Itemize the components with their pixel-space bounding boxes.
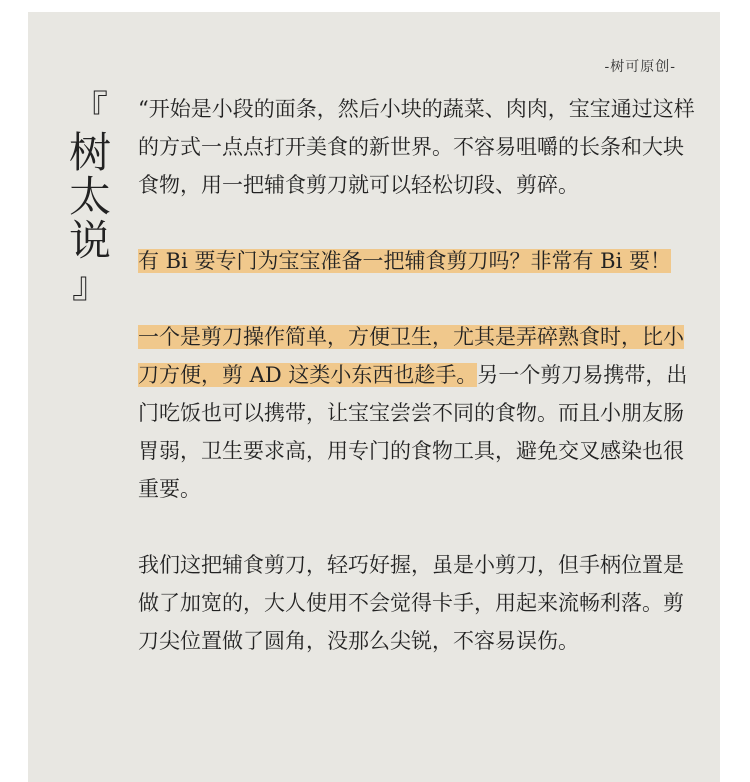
paragraph-question [138,242,698,280]
highlighted-text: 一个是剪刀操作简单，方便卫生，尤其是弄碎熟食时，比小刀方便，剪 AD 这类小东西也趁手。 [138,325,684,387]
text-segment: “开始是小段的面条，然后小块的蔬菜、肉肉，宝宝通过这样的方式一点点打开美食的新世界。不容易咀嚼的长条和大块食物，用一把辅食剪刀就可以轻松切段、剪碎。 [138,97,695,197]
paragraph-intro [138,90,698,204]
side-title-char: 说 [68,216,111,265]
side-title [68,89,112,306]
article-card [28,12,720,782]
side-title-char: 树 [68,128,111,177]
open-bracket: 『 [71,89,108,130]
article-body [138,90,698,698]
close-bracket: 』 [71,265,108,306]
text-segment: 另一个剪刀易携带，出门吃饭也可以携带，让宝宝尝尝不同的食物。而且小朋友肠胃弱，卫生要求高，用专门的食物工具，避免交叉感染也很重要。 [138,363,688,501]
paragraph-reasons [138,318,698,508]
side-title-char: 太 [68,172,111,221]
highlighted-text: 有 Bi 要专门为宝宝准备一把辅食剪刀吗？非常有 Bi 要！ [138,249,671,273]
brand-tag: -树可原创- [604,59,676,75]
text-segment: 我们这把辅食剪刀，轻巧好握，虽是小剪刀，但手柄位置是做了加宽的，大人使用不会觉得卡手，用起来流畅利落。剪刀尖位置做了圆角，没那么尖锐，不容易误伤。 [138,553,684,653]
paragraph-product [138,546,698,660]
